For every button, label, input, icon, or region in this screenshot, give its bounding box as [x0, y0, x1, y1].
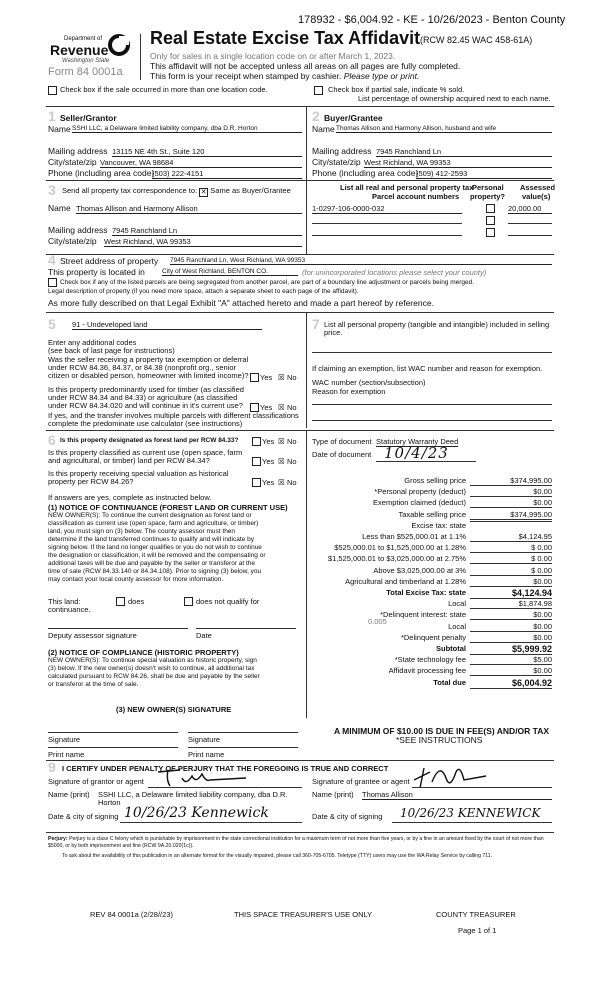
forest-yes-label: Yes [262, 437, 275, 446]
correspondence-label: Send all property tax correspondence to: [62, 186, 198, 195]
new-owner-print-label-1: Print name [48, 750, 85, 759]
tax-row-value[interactable]: $5.00 [470, 655, 552, 665]
tax-row-label: Subtotal [436, 644, 466, 653]
certify-title: I CERTIFY UNDER PENALTY OF PERJURY THAT THE FOREGOING IS TRUE AND CORRECT [62, 764, 389, 773]
partial-sale-label: Check box if partial sale, indicate % sold. [328, 85, 465, 94]
tax-row-value[interactable] [470, 521, 552, 522]
street-field[interactable]: 7945 Ranchland Ln, West Richland, WA 99353 [170, 257, 552, 265]
tax-row-value[interactable]: $0.00 [470, 666, 552, 676]
buyer-city-field[interactable]: West Richland, WA 99353 [364, 158, 552, 168]
same-as-buyer-label: Same as Buyer/Grantee [210, 186, 291, 195]
segregated-checkbox[interactable] [48, 278, 57, 287]
located-note: (for unincorporated locations please select your county) [302, 268, 487, 277]
new-owner-print-label-2: Print name [188, 750, 225, 759]
seller-city-field[interactable]: Vancouver, WA 98684 [100, 158, 302, 168]
q1-yes-label: Yes [260, 373, 273, 382]
tax-row-value[interactable]: $0.00 [470, 610, 552, 620]
assessed-value-field[interactable]: 20,000.00 [508, 204, 552, 214]
current-use-yes-checkbox[interactable] [252, 457, 261, 466]
tax-row-label: Above $3,025,000.00 at 3% [373, 565, 466, 575]
tax-row-label: Total due [433, 677, 466, 687]
tax-row-label: Excise tax: state [411, 520, 466, 530]
segregated-label: Check box if any of the listed parcels are being segregated from another parcel, are part of a boundary line adjustment or parcels being merged. [60, 279, 475, 286]
does-checkbox[interactable] [116, 597, 125, 606]
seller-phone-field[interactable]: (503) 222-4151 [152, 169, 302, 179]
tax-row-label: Total Excise Tax: state [386, 588, 466, 597]
grantee-name-field[interactable]: Thomas Allison [362, 790, 552, 800]
grantor-signature-label: Signature of grantor or agent [48, 777, 144, 786]
tax-row-value[interactable]: $374,995.00 [470, 510, 552, 520]
personal-property-line-2: price. [324, 328, 343, 337]
corr-city-field[interactable]: West Richland, WA 99353 [104, 237, 302, 247]
buyer-phone-label: Phone (including area code) [312, 168, 419, 178]
current-use-no-label: No [287, 457, 297, 466]
partial-sale-sub: List percentage of ownership acquired next to each name. [358, 94, 551, 103]
assessed-head-1: Assessed [520, 183, 556, 192]
personal-property-checkbox-1[interactable] [486, 204, 495, 213]
notice-continuance-title: (1) NOTICE OF CONTINUANCE (FOREST LAND OR CURRENT USE) [48, 503, 288, 512]
forest-question: Is this property designated as forest land per RCW 84.33? [60, 437, 239, 444]
forest-no-label: No [287, 437, 297, 446]
tax-row-label: *Personal property (deduct) [374, 487, 466, 497]
parcels-head-2: Parcel account numbers [372, 192, 460, 201]
recording-stamp: 178932 - $6,004.92 - KE - 10/26/2023 - Benton County [298, 14, 566, 26]
reason-label: Reason for exemption [312, 387, 386, 396]
grantor-name-field[interactable]: SSHI LLC, a Delaware limited liability company, dba D.R. [98, 790, 288, 799]
does-not-label: does not qualify for [196, 597, 260, 606]
seller-name-label: Name [48, 124, 71, 134]
seller-name-field[interactable]: SSHI LLC, a Delaware limited liability company, dba D.R. Horton [72, 125, 302, 133]
doc-type-label: Type of document [312, 437, 372, 446]
form-number: Form 84 0001a [48, 66, 123, 78]
historic-no-mark[interactable]: ☒ [278, 478, 285, 487]
tax-row-label: Taxable selling price [398, 509, 466, 519]
tax-row-value[interactable]: $374,995.00 [470, 476, 552, 486]
same-as-buyer-checkbox[interactable]: ✕ [200, 189, 207, 196]
buyer-city-label: City/state/zip [312, 157, 361, 167]
located-field[interactable]: City of West Richland, BENTON CO. [162, 268, 298, 276]
instructions-note: If answers are yes, complete as instructed below. [48, 493, 212, 502]
tax-row-value[interactable]: $ 0.00 [470, 543, 552, 553]
grantor-date-field[interactable]: 10/26/23 Kennewick [124, 805, 269, 821]
new-owner-signature-label-2: Signature [188, 735, 221, 744]
header-line-1: Only for sales in a single location code on or after March 1, 2023. [150, 51, 396, 61]
q2-yes-label: Yes [260, 403, 273, 412]
multi-location-checkbox[interactable] [48, 86, 57, 95]
tax-row-value[interactable]: $0.00 [470, 577, 552, 587]
tax-row-label: Less than $525,000.01 at 1.1% [362, 532, 466, 541]
see-instructions: *SEE INSTRUCTIONS [396, 735, 483, 745]
grantee-signature-label: Signature of grantee or agent [312, 777, 410, 786]
this-land-label: This land: [48, 597, 81, 606]
q1-no-mark[interactable]: ☒ [278, 373, 285, 382]
exemption-claim-label: If claiming an exemption, list WAC number and reason for exemption. [312, 364, 543, 373]
seller-mail-label: Mailing address [48, 146, 108, 156]
perjury-notice: Perjury: Perjury is a class C felony which is punishable by imprisonment in the state correctional institution for a maximum term of not more than five years, or by a fine in an amount fixed by the court of not more than $5000, or by both imprisonment and fine (RCW 9A.20.020(1c)). [48, 836, 544, 849]
tax-row-label: Local [448, 599, 466, 609]
minimum-fee-notice: A MINIMUM OF $10.00 IS DUE IN FEE(S) AND/OR TAX [334, 726, 550, 736]
tax-row-label: Local [448, 621, 466, 631]
doc-date-field[interactable]: 10/4/23 [384, 444, 449, 462]
q2-no-mark[interactable]: ☒ [278, 403, 285, 412]
form-title: Real Estate Excise Tax Affidavit [150, 28, 421, 48]
buyer-name-label: Name [312, 124, 335, 134]
buyer-heading: Buyer/Grantee [324, 113, 383, 123]
buyer-name-field[interactable]: Thomas Allison and Harmony Allison, husband and wife [336, 125, 552, 133]
tax-row-value[interactable]: $0.00 [470, 498, 552, 508]
doc-date-label: Date of document [312, 450, 372, 459]
corr-city-label: City/state/zip [48, 236, 97, 246]
additional-codes-1: Enter any additional codes [48, 338, 137, 347]
tax-row-value[interactable]: $6,004.92 [470, 678, 552, 689]
seller-city-label: City/state/zip [48, 157, 97, 167]
personal-property-checkbox-2[interactable] [486, 216, 495, 225]
tax-row-label: Gross selling price [404, 476, 466, 485]
corr-name-label: Name [48, 203, 71, 213]
notice-compliance-text: NEW OWNER(S): To continue special valuation as historic property, sign (3) below. If the new owner(s) doesn't wish to continue, all additional tax calculated pursuant to RCW 84.26, shall be due and payable by the seller or transferor at the time of sale. [48, 657, 260, 688]
legal-label: Legal description of property (if you need more space, attach a separate sheet to each page of the affidavit). [48, 288, 359, 295]
page-number: Page 1 of 1 [458, 926, 497, 935]
tax-row-value[interactable]: $0.00 [470, 633, 552, 643]
does-not-checkbox[interactable] [184, 597, 193, 606]
tax-row-label: $1,525,000.01 to $3,025,000.00 at 2.75% [327, 554, 466, 564]
accessibility-note: To ask about the availability of this publication in an alternate format for the visually impaired, please call 360-705-6705. Teletype (TTY) users may use the WA Relay Service by calling 711. [62, 853, 493, 859]
buyer-mail-label: Mailing address [312, 146, 372, 156]
personal-head-1: Personal [472, 183, 504, 192]
tax-row-value[interactable]: $ 0.00 [470, 554, 552, 564]
corr-mail-label: Mailing address [48, 225, 108, 235]
street-label: Street address of property [60, 256, 159, 266]
header-line-2: This affidavit will not be accepted unless all areas on all pages are fully completed. [150, 61, 461, 71]
grantee-name-label: Name (print) [312, 790, 354, 799]
deputy-signature-label: Deputy assessor signature [48, 631, 137, 640]
grantee-date-field[interactable]: 10/26/23 KENNEWICK [400, 806, 541, 820]
tax-row-label: Agricultural and timberland at 1.28% [345, 576, 466, 586]
revision-number: REV 84 0001a (2/28//23) [90, 910, 173, 919]
new-owner-signature-label-1: Signature [48, 735, 81, 744]
header-line-3b: Please type or print. [343, 71, 420, 81]
historic-yes-label: Yes [262, 478, 275, 487]
wac-label: WAC number (section/subsection) [312, 378, 426, 387]
current-use-question: Is this property classified as current use (open space, farm and agricultural, or timber) land per RCW 84.34? [48, 448, 243, 465]
tax-row-label: *Delinquent penalty [400, 632, 466, 642]
buyer-phone-field[interactable]: (509) 412-2593 [416, 169, 552, 179]
form-citation: (RCW 82.45 WAC 458-61A) [420, 35, 533, 45]
personal-property-line-1: List all personal property (tangible and intangible) included in selling [324, 320, 550, 329]
grantee-date-label: Date & city of signing [312, 812, 383, 821]
seller-mail-field[interactable]: 13115 NE 4th St., Suite 120 [112, 147, 302, 157]
current-use-no-mark[interactable]: ☒ [278, 457, 285, 466]
grantor-name-field-2[interactable]: Horton [98, 798, 121, 807]
logo-swirl-icon [108, 34, 130, 56]
q1-no-label: No [287, 373, 297, 382]
tax-row-label: Affidavit processing fee [388, 666, 466, 676]
exemption-question: Was the seller receiving a property tax exemption or deferral under RCW 84.36, 84.37, or 84.38 (nonprofit org., senior citizen or disabled person, homeowner with limited income)? [48, 355, 249, 380]
deputy-date-label: Date [196, 631, 212, 640]
tax-row-label: *State technology fee [394, 655, 466, 665]
tax-row-label: $525,000.01 to $1,525,000.00 at 1.28% [334, 543, 466, 553]
tax-row-value[interactable]: $5,999.92 [470, 644, 552, 655]
doc-type-field[interactable]: Statutory Warranty Deed [376, 437, 459, 446]
current-use-yes-label: Yes [262, 457, 275, 466]
historic-no-label: No [287, 478, 297, 487]
corr-name-field[interactable]: Thomas Allison and Harmony Allison [76, 204, 302, 214]
tax-row-value[interactable]: $0.00 [470, 487, 552, 497]
historic-question: Is this property receiving special valuation as historical property per RCW 84.26? [48, 469, 229, 486]
parcels-head-1: List all real and personal property tax [340, 183, 474, 192]
logo-dept: Department of [64, 36, 103, 42]
buyer-mail-field[interactable]: 7945 Ranchland Ln [376, 147, 552, 157]
logo-state: Washington State [62, 58, 110, 64]
multi-parcel-note: If yes, and the transfer involves multiple parcels with different classifications complete the predominate use calculator (see instructions) [48, 411, 299, 428]
tax-row-value[interactable]: $1,874.98 [470, 599, 552, 609]
tax-row-value[interactable]: $ 0.00 [470, 566, 552, 576]
forest-no-mark[interactable]: ☒ [278, 437, 285, 446]
q2-no-label: No [287, 403, 297, 412]
corr-mail-field[interactable]: 7945 Ranchland Ln [112, 226, 302, 236]
new-owner-signature-title: (3) NEW OWNER(S) SIGNATURE [116, 705, 232, 714]
continuance-label: continuance. [48, 605, 91, 614]
multi-location-label: Check box if the sale occurred in more than one location code. [60, 85, 268, 94]
parcel-number-field[interactable]: 1-0297-106-0000-032 [312, 204, 462, 214]
logo-name: Revenue [50, 42, 109, 58]
grantor-name-label: Name (print) [48, 790, 90, 799]
q1-yes-checkbox[interactable] [250, 373, 259, 382]
county-treasurer-label: COUNTY TREASURER [436, 910, 516, 919]
header-line-3a: This form is your receipt when stamped by cashier. [150, 71, 342, 81]
timber-question: Is this property predominantly used for timber (as classified under RCW 84.34 and 84.33) or agriculture (as classified under RCW 84.34.020 and will continue in it's current use? [48, 385, 244, 410]
personal-property-checkbox-3[interactable] [486, 228, 495, 237]
partial-sale-checkbox[interactable] [314, 86, 323, 95]
grantor-signature[interactable] [150, 766, 250, 788]
tax-row-value[interactable]: $0.00 [470, 622, 552, 632]
treasurer-space-note: THIS SPACE TREASURER'S USE ONLY [234, 910, 373, 919]
tax-row-label: Exemption claimed (deduct) [373, 498, 466, 508]
additional-codes-2: (see back of last page for instructions) [48, 346, 175, 355]
notice-continuance-text: NEW OWNER(S): To continue the current designation as forest land or classification as current use (open space, farm and agriculture, or timber) land, you must sign on (3) below. The county assessor must then determine if the land transferred continues to qualify and will indicate by signing below. If the land no longer qualifies or you do not wish to continue the designation or classification, it will be removed and the compensating or additional taxes will be due and payable by the seller or transferor at the time of sale (RCW 84.33.140 or 84.34.108). Prior to signing (3) below, you may contact your local county assessor for more information. [48, 512, 266, 583]
does-label: does [128, 597, 145, 606]
tax-row-label: *Delinquent interest: state [380, 610, 466, 620]
legal-description[interactable]: As more fully described on that Legal Exhibit "A" attached hereto and made a part hereof by reference. [48, 298, 434, 308]
seller-heading: Seller/Grantor [60, 113, 117, 123]
local-rate: 0.005 [368, 617, 387, 626]
tax-row-value[interactable]: $4,124.95 [470, 532, 552, 542]
located-label: This property is located in [48, 267, 145, 277]
land-use-code-field[interactable]: 91 - Undeveloped land [72, 320, 262, 330]
tax-row-value[interactable]: $4,124.94 [470, 588, 552, 599]
notice-compliance-title: (2) NOTICE OF COMPLIANCE (HISTORIC PROPERTY) [48, 648, 239, 657]
assessed-head-2: value(s) [522, 192, 551, 201]
forest-yes-checkbox[interactable] [252, 437, 261, 446]
historic-yes-checkbox[interactable] [252, 478, 261, 487]
seller-phone-label: Phone (including area code) [48, 168, 155, 178]
grantor-date-label: Date & city of signing [48, 812, 119, 821]
personal-head-2: property? [470, 192, 506, 201]
